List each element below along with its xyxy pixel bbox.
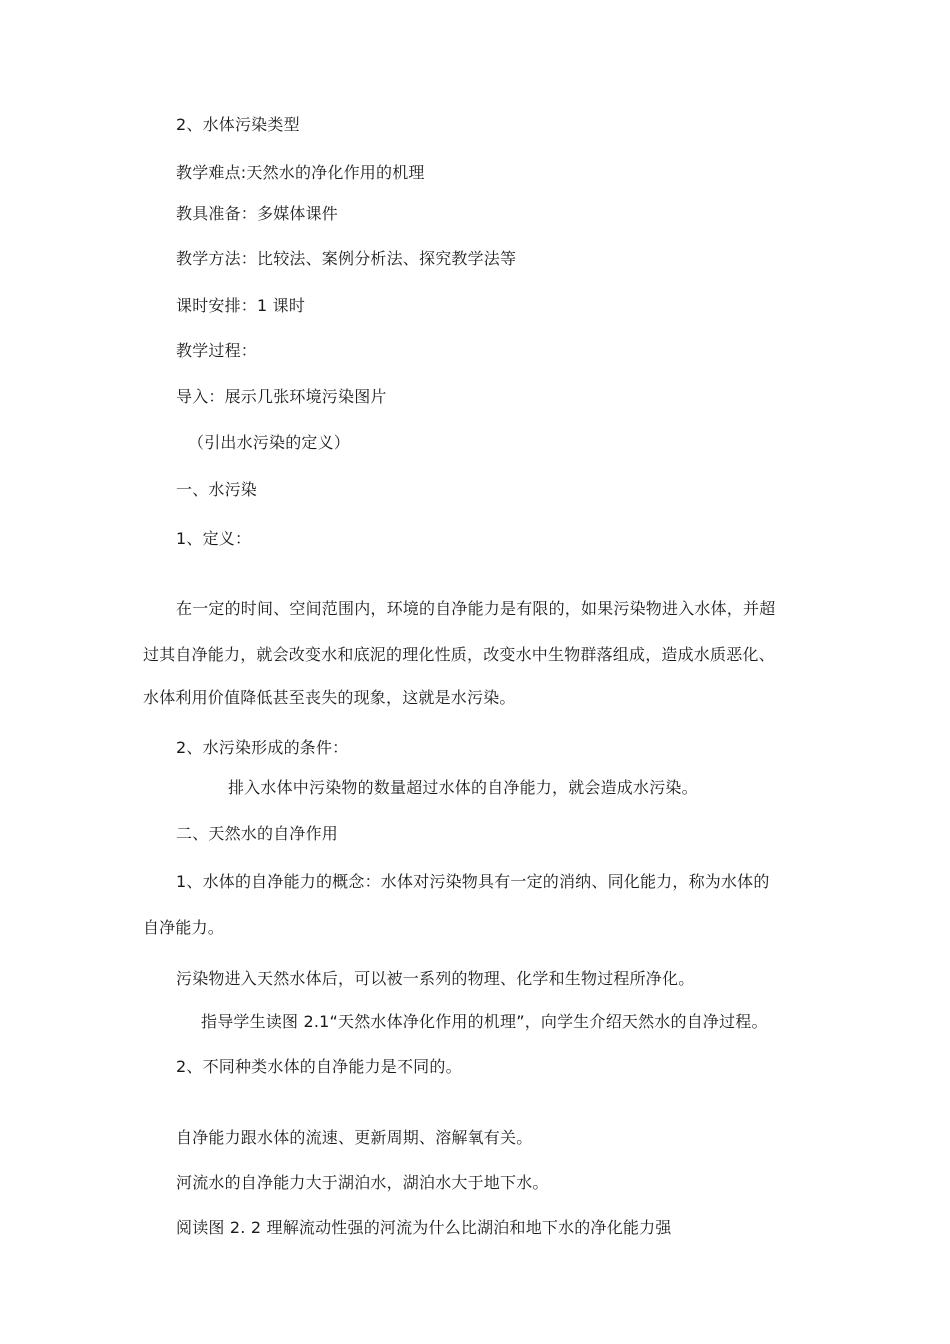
subheading-conditions: 2、水污染形成的条件： xyxy=(176,738,349,757)
definition-paragraph-line-1: 在一定的时间、空间范围内，环境的自净能力是有限的，如果污染物进入水体，并超 xyxy=(176,599,776,618)
figure-2-1-instruction: 指导学生读图 2.1“天然水体净化作用的机理”，向学生介绍天然水的自净过程。 xyxy=(201,1012,768,1031)
introduction: 导入：展示几张环境污染图片 xyxy=(176,387,387,406)
figure-2-2-instruction: 阅读图 2. 2 理解流动性强的河流为什么比湖泊和地下水的净化能力强 xyxy=(176,1218,672,1237)
definition-paragraph-line-3: 水体利用价值降低甚至丧失的现象，这就是水污染。 xyxy=(143,688,516,707)
subheading-different-capacity: 2、不同种类水体的自净能力是不同的。 xyxy=(176,1057,462,1076)
section-heading-self-purification: 二、天然水的自净作用 xyxy=(176,824,339,843)
capacity-factors-text: 自净能力跟水体的流速、更新周期、溶解氧有关。 xyxy=(176,1128,533,1147)
teaching-methods: 教学方法：比较法、案例分析法、探究教学法等 xyxy=(176,249,517,268)
concept-paragraph-line-2: 自净能力。 xyxy=(143,918,225,937)
section-heading-pollution-types: 2、水体污染类型 xyxy=(176,115,300,134)
subheading-definition: 1、定义： xyxy=(176,529,252,548)
concept-paragraph-line-1: 1、水体的自净能力的概念：水体对污染物具有一定的消纳、同化能力，称为水体的 xyxy=(176,872,770,891)
definition-paragraph-line-2: 过其自净能力，就会改变水和底泥的理化性质，改变水中生物群落组成，造成水质恶化、 xyxy=(143,645,775,664)
conditions-text: 排入水体中污染物的数量超过水体的自净能力，就会造成水污染。 xyxy=(228,778,698,797)
introduction-note: （引出水污染的定义） xyxy=(188,433,351,452)
class-hours: 课时安排：1 课时 xyxy=(176,296,306,315)
teaching-aids: 教具准备：多媒体课件 xyxy=(176,204,339,223)
teaching-difficulty: 教学难点:天然水的净化作用的机理 xyxy=(176,163,425,182)
purification-process-text: 污染物进入天然水体后，可以被一系列的物理、化学和生物过程所净化。 xyxy=(176,969,695,988)
capacity-comparison-text: 河流水的自净能力大于湖泊水，湖泊水大于地下水。 xyxy=(176,1173,549,1192)
teaching-process-label: 教学过程： xyxy=(176,341,258,360)
section-heading-water-pollution: 一、水污染 xyxy=(176,480,258,499)
